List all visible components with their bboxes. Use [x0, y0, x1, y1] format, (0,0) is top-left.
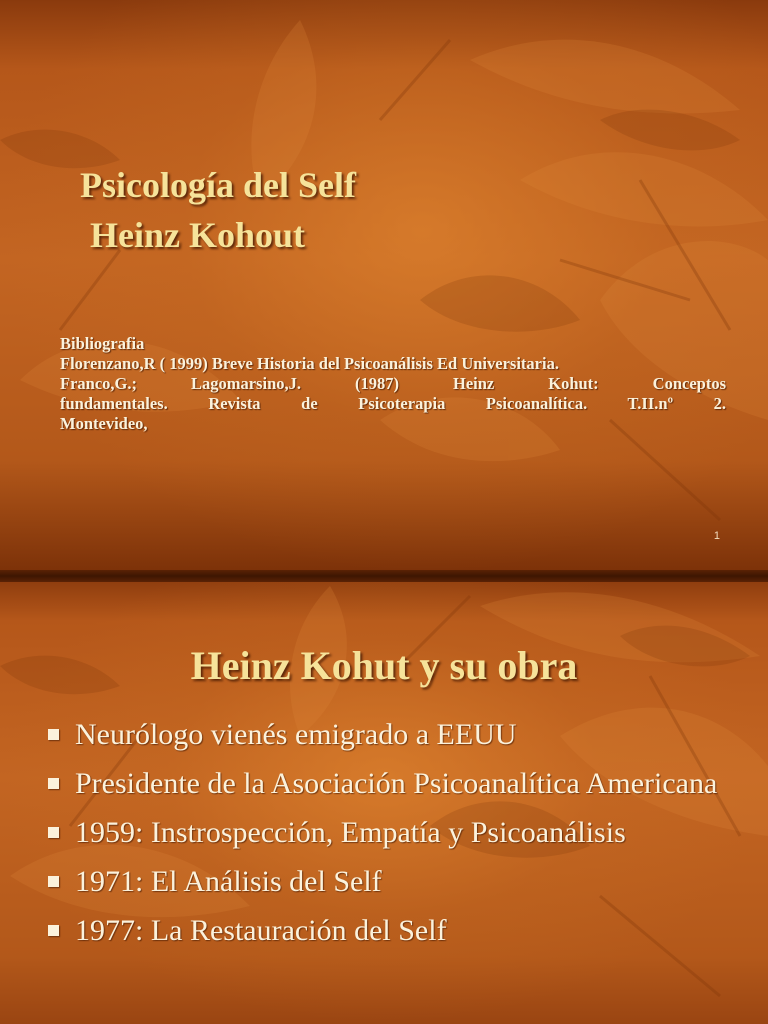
list-item-text: 1959: Instrospección, Empatía y Psicoanálisis [75, 816, 626, 849]
bibliography-entry-1: Florenzano,R ( 1999) Breve Historia del Psicoanálisis Ed Universitaria. [60, 354, 559, 373]
slide-title: Heinz Kohut y su obra [190, 643, 578, 688]
list-item [40, 910, 740, 951]
square-bullet-icon [48, 778, 59, 789]
slide-2 [0, 576, 768, 1024]
slide-number: 1 [713, 530, 720, 542]
bibliography-block [60, 334, 726, 434]
list-item-text: Neurólogo vienés emigrado a EEUU [75, 718, 517, 751]
bibliography-heading: Bibliografia [60, 334, 145, 353]
square-bullet-icon [48, 925, 59, 936]
list-item-text: 1971: El Análisis del Self [75, 865, 382, 898]
bibliography-entry-2-line-1: Franco,G.; Lagomarsino,J. (1987) Heinz Kohut: Conceptos [60, 374, 726, 393]
slide-title-line-2: Heinz Kohout [90, 215, 306, 255]
list-item-text: Presidente de la Asociación Psicoanalítica Americana [75, 767, 718, 800]
square-bullet-icon [48, 876, 59, 887]
bibliography-entry-2-line-3: Montevideo, [60, 414, 148, 433]
slide-divider [0, 570, 768, 582]
slide-title-line-1: Psicología del Self [80, 165, 356, 205]
list-item [40, 861, 740, 902]
square-bullet-icon [48, 729, 59, 740]
bibliography-entry-2-line-2: fundamentales. Revista de Psicoterapia Psicoanalítica. T.II.nº 2. [60, 394, 726, 413]
bullet-list [40, 714, 740, 959]
list-item [40, 714, 740, 755]
list-item-text: 1977: La Restauración del Self [75, 914, 447, 947]
square-bullet-icon [48, 827, 59, 838]
list-item [40, 763, 740, 804]
list-item [40, 812, 740, 853]
